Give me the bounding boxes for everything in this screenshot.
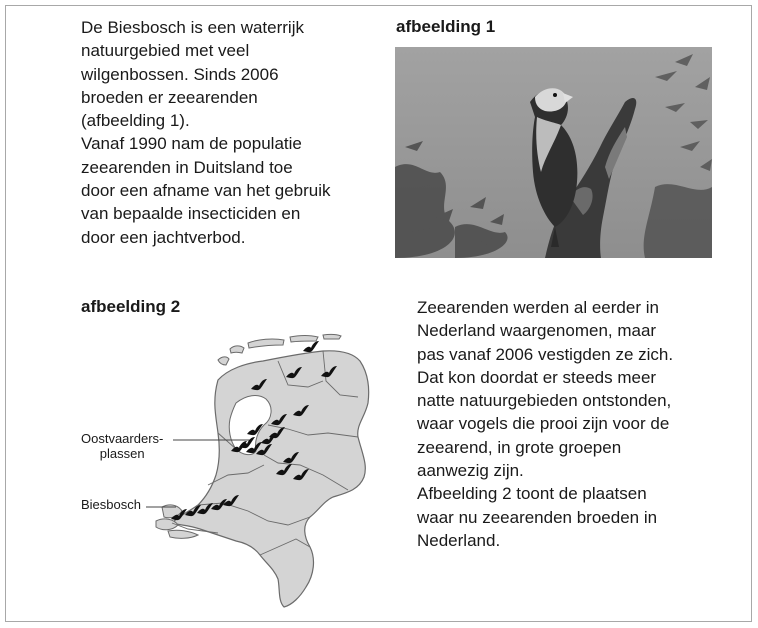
intro-line: door een jachtverbod. — [81, 227, 246, 247]
intro-line: natuurgebied met veel — [81, 41, 250, 61]
right-line: Nederland. — [417, 530, 501, 550]
netherlands-map — [78, 325, 388, 610]
figure2-title: afbeelding 2 — [81, 297, 181, 316]
right-line: waar nu zeearenden broeden in — [417, 507, 658, 527]
right-line: aanwezig zijn. — [417, 461, 524, 481]
right-line: Zeearenden werden al eerder in — [417, 298, 659, 317]
right-line: Dat kon doordat er steeds meer — [417, 367, 657, 387]
oostvaardersplassen-label-line: plassen — [99, 446, 145, 461]
figure1-title: afbeelding 1 — [396, 17, 496, 36]
intro-line: Vanaf 1990 nam de populatie — [81, 134, 302, 154]
oostvaardersplassen-label-line: Oostvaarders- — [81, 431, 164, 446]
eagle-photo-illustration — [395, 47, 712, 258]
right-line: waar vogels die prooi zijn voor de — [417, 414, 670, 434]
netherlands-land — [172, 351, 369, 607]
intro-line: De Biesbosch is een waterrijk — [81, 18, 304, 37]
right-line: Afbeelding 2 toont de plaatsen — [417, 484, 647, 504]
right-line: Nederland waargenomen, maar — [417, 321, 657, 341]
eagle-marker-icon — [303, 341, 319, 352]
intro-paragraph — [81, 16, 331, 249]
eagle-photo — [395, 47, 712, 258]
biesbosch-label: Biesbosch — [81, 497, 141, 512]
intro-line: (afbeelding 1). — [81, 111, 190, 131]
right-line: natte natuurgebieden ontstonden, — [417, 391, 672, 411]
right-line: pas vanaf 2006 vestigden ze zich. — [417, 344, 674, 364]
intro-line: wilgenbossen. Sinds 2006 — [81, 64, 279, 84]
intro-line: zeearenden in Duitsland toe — [81, 157, 293, 177]
intro-line: door een afname van het gebruik — [81, 181, 331, 201]
right-line: zeearend, in grote groepen — [417, 437, 622, 457]
oostvaardersplassen-label — [81, 431, 163, 461]
intro-line: van bepaalde insecticiden en — [81, 204, 301, 224]
intro-line: broeden er zeearenden — [81, 87, 258, 107]
right-paragraph — [417, 296, 673, 552]
